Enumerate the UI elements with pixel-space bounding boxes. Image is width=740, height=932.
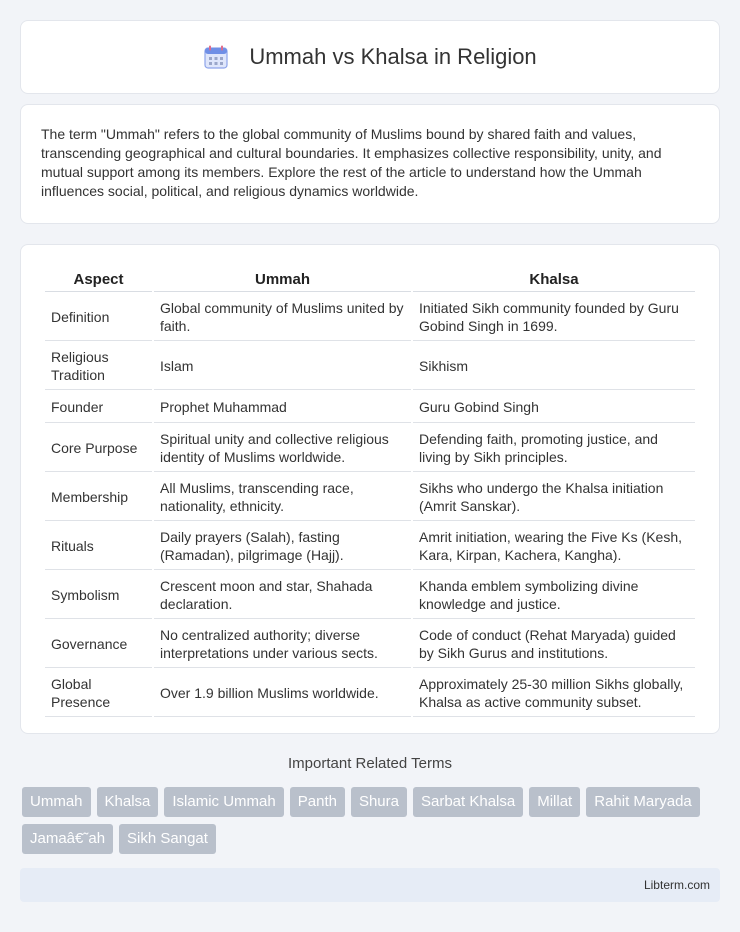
row-ummah: Global community of Muslims united by faith. xyxy=(154,294,411,341)
related-terms-list xyxy=(22,787,722,861)
header-card xyxy=(20,20,720,94)
related-tag[interactable]: Rahit Maryada xyxy=(586,787,700,817)
row-khalsa: Khanda emblem symbolizing divine knowledge and justice. xyxy=(413,572,695,619)
table-row xyxy=(45,343,695,390)
intro-text: The term "Ummah" refers to the global community of Muslims bound by shared faith and values, transcending geographical and cultural boundaries. It emphasizes collective responsibility, unity, and mutual support among its members. Explore the rest of the article to understand how the Ummah influences social, political, and religious dynamics worldwide. xyxy=(41,126,662,199)
table-row xyxy=(45,392,695,423)
comparison-card xyxy=(20,244,720,734)
table-row xyxy=(45,523,695,570)
related-tag[interactable]: Millat xyxy=(529,787,580,817)
intro-card xyxy=(20,104,720,224)
row-ummah: Prophet Muhammad xyxy=(154,392,411,423)
row-aspect: Global Presence xyxy=(45,670,152,717)
row-aspect: Core Purpose xyxy=(45,425,152,472)
comparison-table xyxy=(43,265,697,719)
related-tag[interactable]: Jamaâ€˜ah xyxy=(22,824,113,854)
row-khalsa: Amrit initiation, wearing the Five Ks (Kesh, Kara, Kirpan, Kachera, Kangha). xyxy=(413,523,695,570)
table-row xyxy=(45,294,695,341)
row-aspect: Definition xyxy=(45,294,152,341)
row-khalsa: Sikhs who undergo the Khalsa initiation (Amrit Sanskar). xyxy=(413,474,695,521)
table-row xyxy=(45,621,695,668)
header-aspect: Aspect xyxy=(45,267,152,292)
row-khalsa: Guru Gobind Singh xyxy=(413,392,695,423)
header-ummah: Ummah xyxy=(154,267,411,292)
table-row xyxy=(45,474,695,521)
related-tag[interactable]: Islamic Ummah xyxy=(164,787,283,817)
row-ummah: Spiritual unity and collective religious identity of Muslims worldwide. xyxy=(154,425,411,472)
footer-brand-link[interactable]: Libterm.com xyxy=(643,878,710,892)
related-terms-title: Important Related Terms xyxy=(288,755,452,772)
row-khalsa: Initiated Sikh community founded by Guru Gobind Singh in 1699. xyxy=(413,294,695,341)
row-aspect: Founder xyxy=(45,392,152,423)
row-ummah: Over 1.9 billion Muslims worldwide. xyxy=(154,670,411,717)
related-tag[interactable]: Khalsa xyxy=(97,787,159,817)
row-aspect: Governance xyxy=(45,621,152,668)
table-row xyxy=(45,572,695,619)
calendar-icon xyxy=(203,44,229,70)
page-title: Ummah vs Khalsa in Religion xyxy=(249,44,537,69)
related-tag[interactable]: Ummah xyxy=(22,787,91,817)
row-ummah: All Muslims, transcending race, nationality, ethnicity. xyxy=(154,474,411,521)
related-tag[interactable]: Sikh Sangat xyxy=(119,824,216,854)
table-header-row xyxy=(45,267,695,292)
row-ummah: Islam xyxy=(154,343,411,390)
related-tag[interactable]: Panth xyxy=(290,787,345,817)
row-ummah: Crescent moon and star, Shahada declaration. xyxy=(154,572,411,619)
row-aspect: Religious Tradition xyxy=(45,343,152,390)
row-aspect: Rituals xyxy=(45,523,152,570)
row-aspect: Symbolism xyxy=(45,572,152,619)
related-tag[interactable]: Sarbat Khalsa xyxy=(413,787,523,817)
table-row xyxy=(45,425,695,472)
row-ummah: Daily prayers (Salah), fasting (Ramadan), pilgrimage (Hajj). xyxy=(154,523,411,570)
row-aspect: Membership xyxy=(45,474,152,521)
table-row xyxy=(45,670,695,717)
row-khalsa: Approximately 25-30 million Sikhs globally, Khalsa as active community subset. xyxy=(413,670,695,717)
header-khalsa: Khalsa xyxy=(413,267,695,292)
row-khalsa: Sikhism xyxy=(413,343,695,390)
row-ummah: No centralized authority; diverse interpretations under various sects. xyxy=(154,621,411,668)
row-khalsa: Code of conduct (Rehat Maryada) guided by Sikh Gurus and institutions. xyxy=(413,621,695,668)
footer xyxy=(20,868,720,902)
row-khalsa: Defending faith, promoting justice, and living by Sikh principles. xyxy=(413,425,695,472)
related-tag[interactable]: Shura xyxy=(351,787,407,817)
